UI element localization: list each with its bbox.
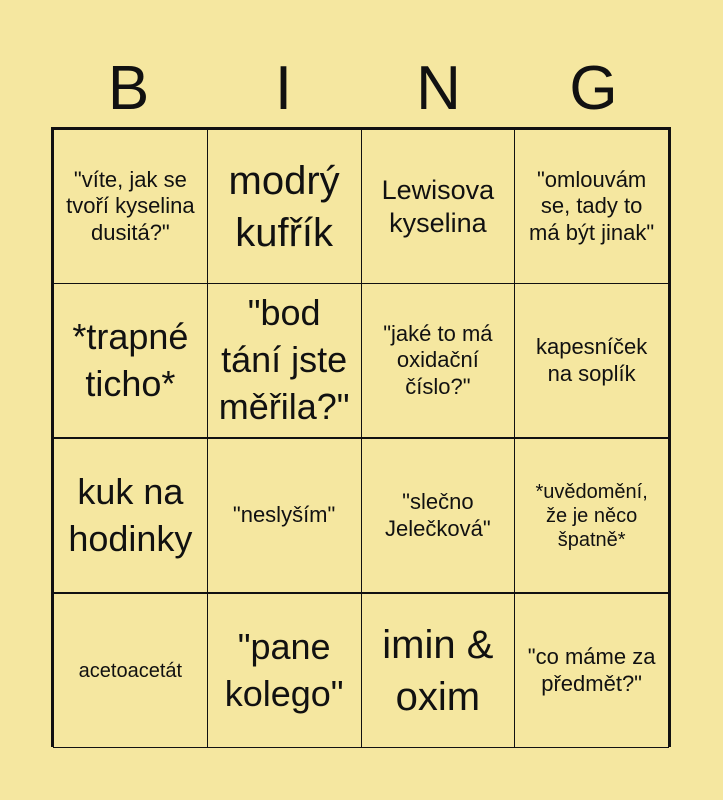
bingo-cell[interactable] (207, 129, 362, 284)
board-row (53, 129, 669, 284)
board-row (53, 439, 669, 594)
cell-text: kapesníček na soplík (535, 334, 648, 386)
bingo-cell[interactable] (207, 438, 362, 593)
cell-text: acetoacetát (78, 659, 183, 682)
bingo-cell[interactable] (361, 593, 516, 748)
cell-text: *uvědomění, že je něco špatně* (535, 480, 648, 551)
bingo-cell[interactable] (53, 593, 208, 748)
bingo-cell[interactable] (207, 593, 362, 748)
cell-text: "slečno Jelečková" (385, 489, 491, 541)
cell-text: "bod tání jste měřila?" (218, 292, 350, 427)
cell-text: Lewisova kyselina (381, 175, 495, 238)
header-letter-g: G (569, 54, 618, 123)
header-letter-i: I (274, 54, 293, 123)
cell-text: "pane kolego" (224, 625, 344, 714)
header-letter-n: N (416, 54, 461, 123)
bingo-cell[interactable] (514, 593, 669, 748)
board-row (53, 594, 669, 749)
bingo-cell[interactable] (53, 283, 208, 438)
bingo-header (51, 52, 671, 126)
bingo-cell[interactable] (53, 438, 208, 593)
cell-text: "omlouvám se, tady to má být jinak" (529, 166, 655, 245)
bingo-cell[interactable] (514, 129, 669, 284)
cell-text: "co máme za předmět?" (527, 644, 656, 696)
cell-text: modrý kufřík (228, 158, 340, 255)
cell-text: *trapné ticho* (72, 315, 189, 404)
bingo-cell[interactable] (361, 438, 516, 593)
bingo-board (51, 127, 671, 747)
bingo-cell[interactable] (514, 438, 669, 593)
bingo-cell[interactable] (361, 129, 516, 284)
cell-text: "neslyším" (232, 502, 336, 528)
bingo-cell[interactable] (514, 283, 669, 438)
cell-text: "jaké to má oxidační číslo?" (383, 320, 493, 399)
bingo-cell[interactable] (361, 283, 516, 438)
board-row (53, 284, 669, 439)
cell-text: kuk na hodinky (68, 470, 193, 559)
bingo-cell[interactable] (207, 283, 362, 438)
header-letter-b: B (107, 54, 150, 123)
cell-text: "víte, jak se tvoří kyselina dusitá?" (66, 166, 195, 245)
cell-text: imin & oxim (382, 622, 494, 719)
bingo-cell[interactable] (53, 129, 208, 284)
